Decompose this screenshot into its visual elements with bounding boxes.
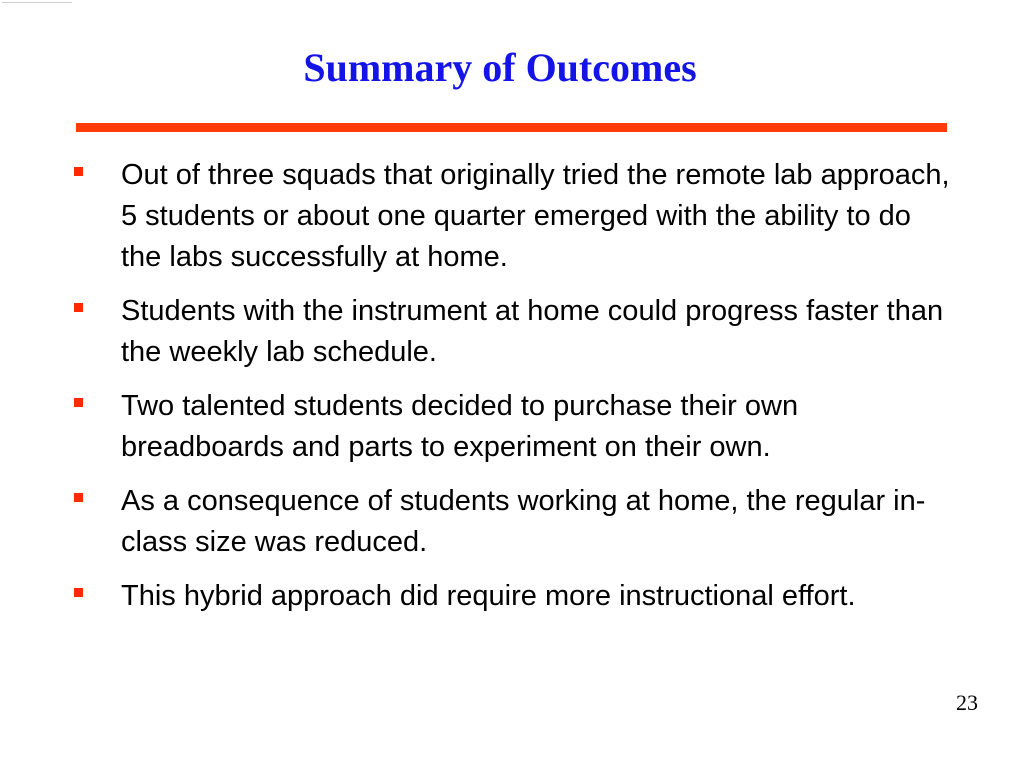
bullet-item [72, 481, 952, 563]
title-underline [76, 123, 947, 132]
square-bullet-icon [74, 588, 83, 597]
bullet-text: Out of three squads that originally tried the remote lab approach, 5 students or about one quarter emerged with the ability to do the labs successfully at home. [121, 159, 950, 273]
square-bullet-icon [74, 398, 83, 407]
square-bullet-icon [74, 303, 83, 312]
slide-title: Summary of Outcomes [303, 45, 697, 90]
bullet-item [72, 291, 952, 373]
bullet-text: Two talented students decided to purchase their own breadboards and parts to experiment on their own. [121, 390, 799, 463]
bullet-text: Students with the instrument at home could progress faster than the weekly lab schedule. [121, 295, 944, 368]
page-number: 23 [956, 690, 978, 715]
square-bullet-icon [74, 167, 83, 176]
square-bullet-icon [74, 493, 83, 502]
bullet-text: This hybrid approach did require more instructional effort. [121, 580, 856, 612]
bullet-text: As a consequence of students working at home, the regular in-class size was reduced. [121, 485, 926, 558]
bullet-item [72, 576, 952, 617]
bullet-list [72, 155, 952, 630]
corner-mark [2, 2, 72, 7]
bullet-item [72, 386, 952, 468]
bullet-item [72, 155, 952, 278]
